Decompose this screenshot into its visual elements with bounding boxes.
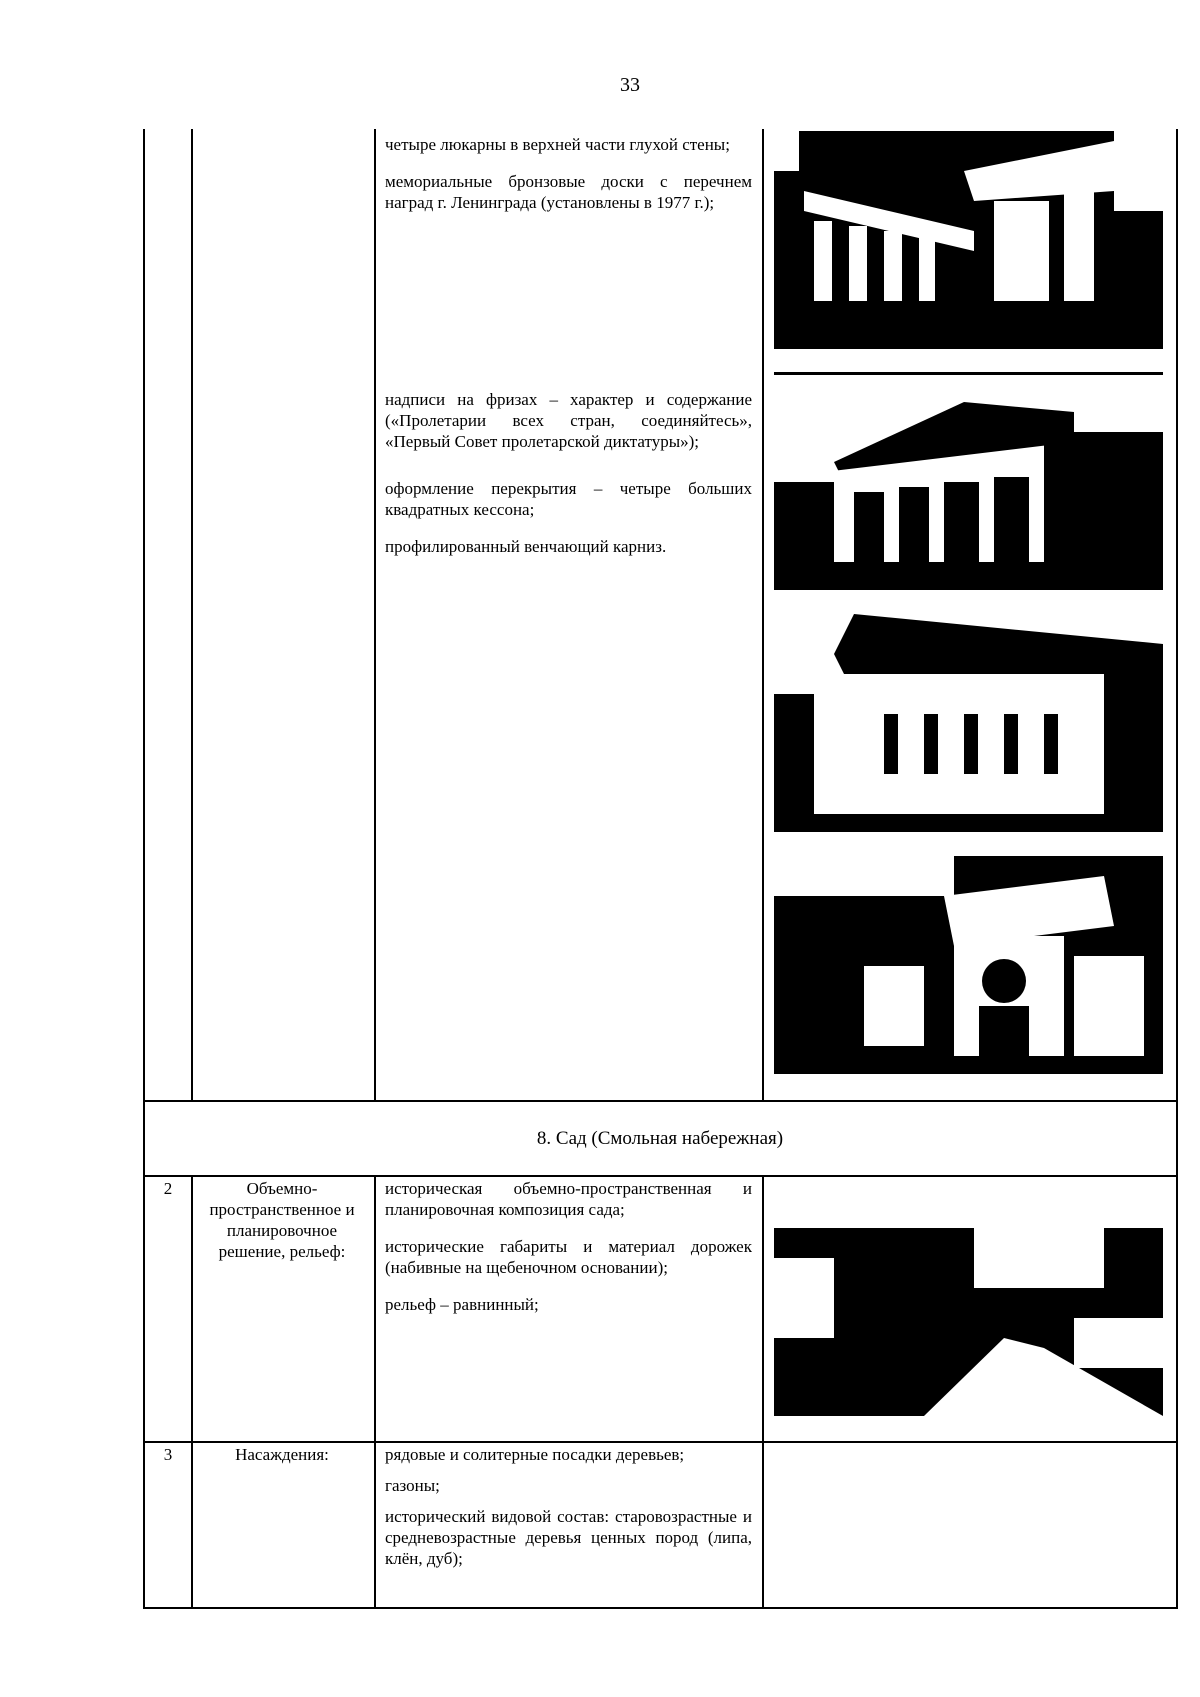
section-title: 8. Сад (Смольная набережная) [536,1128,784,1149]
row-divider [143,1175,1178,1177]
column-divider [374,129,376,1100]
requirement-item: профилированный венчающий карниз. [385,537,667,556]
row-divider [143,1100,1178,1102]
requirement-item: оформление перекрытия – четыре больших квадратных кессона; [385,479,752,519]
row-number: 3 [163,1445,173,1464]
column-divider [191,1175,193,1609]
photo-building-facade-inscription [774,614,1163,832]
column-divider [191,129,193,1100]
category-cell: Насаждения: [235,1445,329,1464]
row-divider [143,1441,1178,1443]
photo-building-entrance-emblem [774,856,1163,1074]
requirements-cell [385,1178,752,1331]
column-divider [374,1175,376,1609]
requirement-item: рельеф – равнинный; [385,1295,539,1314]
column-divider [762,129,764,1100]
requirement-item: историческая объемно-пространственная и планировочная композиция сада; [385,1179,752,1219]
photo-building-portico [774,372,1163,590]
requirement-item: газоны; [385,1476,440,1495]
requirement-item: четыре люкарны в верхней части глухой стены; [385,135,730,154]
requirement-item: мемориальные бронзовые доски с перечнем наград г. Ленинграда (установлены в 1977 г.); [385,172,752,212]
requirement-item: исторические габариты и материал дорожек (набивные на щебеночном основании); [385,1237,752,1277]
row-number: 2 [163,1179,173,1198]
category-cell: Объемно-пространственное и планировочное решение, рельеф: [209,1179,355,1261]
requirement-item: надписи на фризах – характер и содержание («Пролетарии всех стран, соединяйтесь», «Первый Совет пролетарской диктатуры»); [385,390,752,451]
photo-garden-trees [774,1198,1163,1416]
requirement-item: исторический видовой состав: старовозрастные и средневозрастные деревья ценных пород (липа, клён, дуб); [385,1507,752,1568]
photo-building-side-view [774,131,1163,349]
requirements-cell [385,1444,752,1569]
requirement-item: рядовые и солитерные посадки деревьев; [385,1445,685,1464]
table-border-bottom [143,1607,1178,1609]
table-border-left [143,129,145,1609]
table-border-right [1176,129,1178,1609]
requirements-cell [385,134,752,573]
column-divider [762,1175,764,1609]
page-number: 33 [620,74,640,96]
